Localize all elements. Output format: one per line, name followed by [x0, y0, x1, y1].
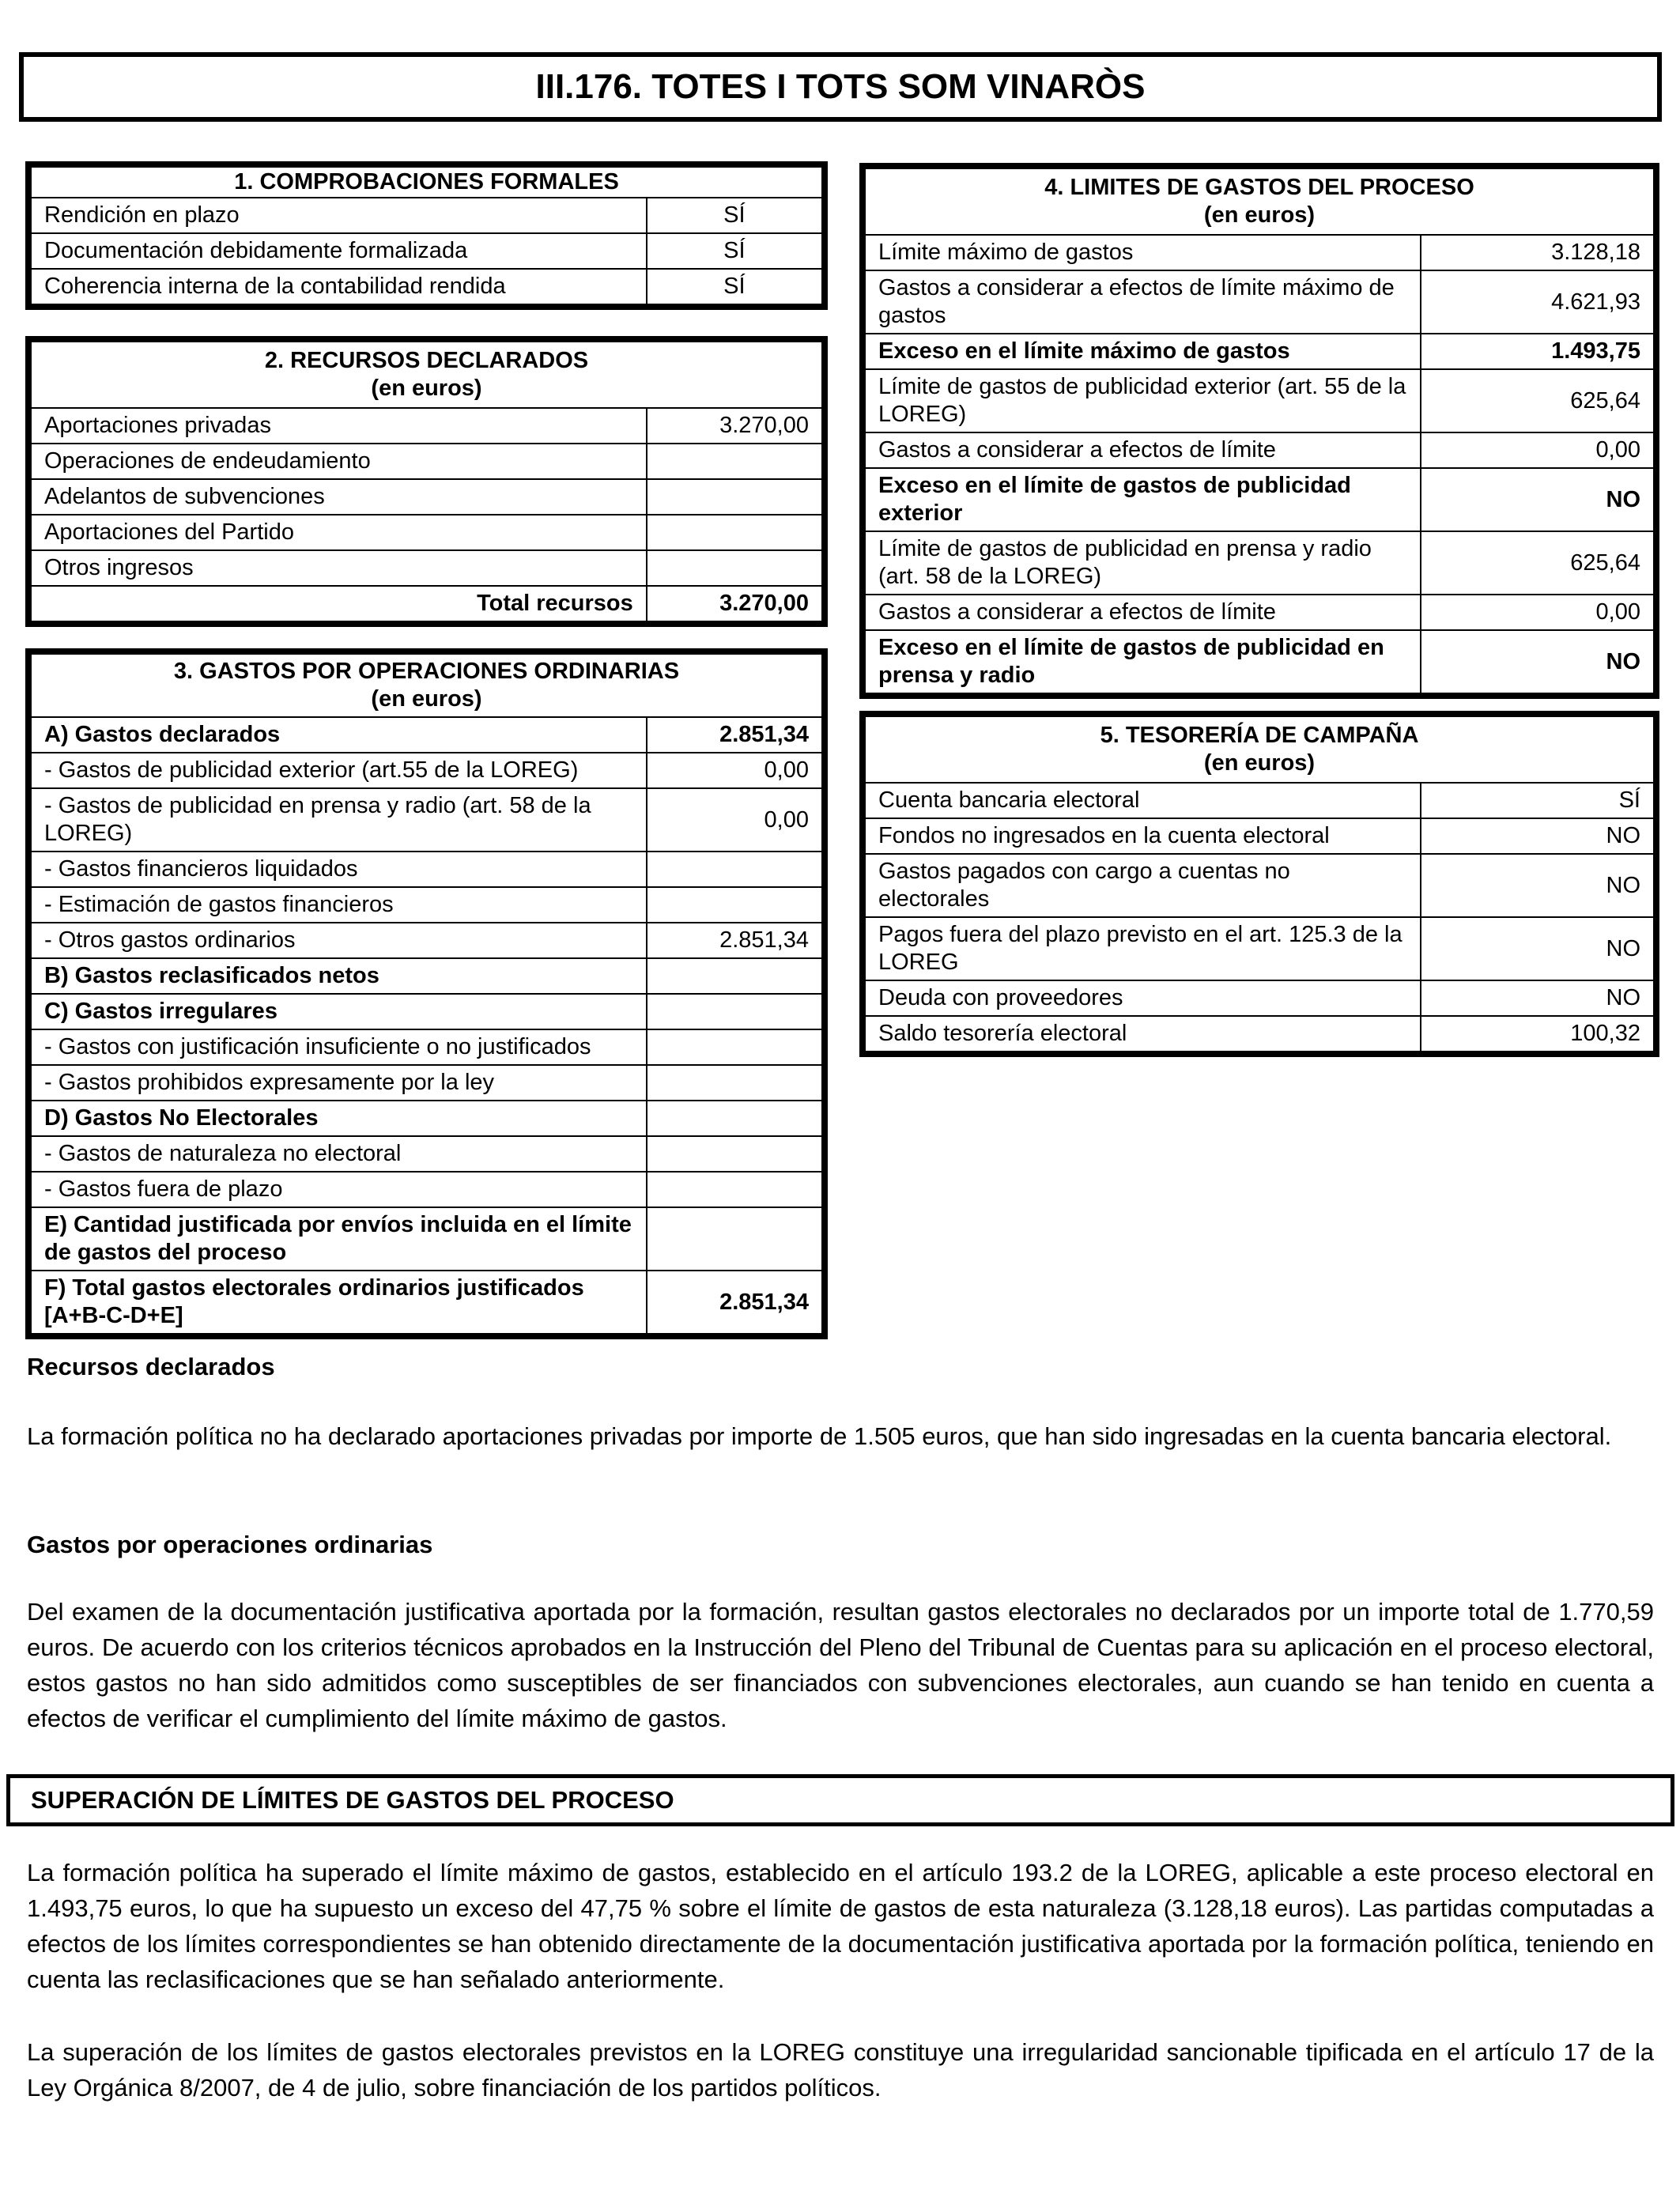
- row-value: 625,64: [1421, 531, 1654, 595]
- row-value: [647, 479, 822, 515]
- table-row: [865, 818, 1654, 854]
- table-header: [31, 654, 822, 717]
- section-title: 2. RECURSOS DECLARADOS: [264, 348, 589, 373]
- table-row: [31, 1172, 822, 1207]
- row-value: 3.128,18: [1421, 235, 1654, 270]
- table-row: [865, 783, 1654, 818]
- row-value: 3.270,00: [647, 408, 822, 444]
- table-row: [31, 233, 822, 269]
- table-row: [865, 980, 1654, 1016]
- table-row: [31, 408, 822, 444]
- table-row: [865, 1016, 1654, 1052]
- row-value: [647, 887, 822, 923]
- total-row: [31, 586, 822, 621]
- table-row: [31, 550, 822, 586]
- row-label: Otros ingresos: [31, 550, 647, 586]
- row-value: [647, 550, 822, 586]
- row-label: Exceso en el límite de gastos de publicidad exterior: [865, 468, 1421, 531]
- table-row: [31, 923, 822, 958]
- row-label: Cuenta bancaria electoral: [865, 783, 1421, 818]
- row-label: Fondos no ingresados en la cuenta electoral: [865, 818, 1421, 854]
- row-value: [647, 1101, 822, 1136]
- row-label: - Gastos de publicidad exterior (art.55 de la LOREG): [31, 753, 647, 788]
- row-label: Aportaciones del Partido: [31, 515, 647, 550]
- row-value: NO: [1421, 980, 1654, 1016]
- row-label: Límite de gastos de publicidad exterior (art. 55 de la LOREG): [865, 369, 1421, 432]
- table-row: [31, 717, 822, 753]
- row-label: Exceso en el límite máximo de gastos: [865, 334, 1421, 369]
- section-title: 5. TESORERÍA DE CAMPAÑA: [1100, 723, 1419, 748]
- row-label: F) Total gastos electorales ordinarios justificados [A+B-C-D+E]: [31, 1271, 647, 1334]
- row-value: [647, 1172, 822, 1207]
- total-label: Total recursos: [31, 586, 647, 621]
- table-row: [31, 1065, 822, 1101]
- table-header: [865, 168, 1654, 235]
- section-title: 4. LIMITES DE GASTOS DEL PROCESO: [1044, 175, 1474, 200]
- row-label: A) Gastos declarados: [31, 717, 647, 753]
- row-label: Adelantos de subvenciones: [31, 479, 647, 515]
- total-value: 3.270,00: [647, 586, 822, 621]
- row-value: 625,64: [1421, 369, 1654, 432]
- campaign-treasury-table: [859, 711, 1659, 1057]
- row-label: Deuda con proveedores: [865, 980, 1421, 1016]
- table-row: [31, 852, 822, 887]
- row-label: Gastos a considerar a efectos de límite máximo de gastos: [865, 270, 1421, 334]
- row-label: C) Gastos irregulares: [31, 994, 647, 1029]
- row-value: NO: [1421, 854, 1654, 917]
- section-subtitle: (en euros): [371, 686, 482, 712]
- section-subtitle: (en euros): [1203, 750, 1316, 776]
- row-label: - Gastos fuera de plazo: [31, 1172, 647, 1207]
- row-label: - Otros gastos ordinarios: [31, 923, 647, 958]
- row-value: SÍ: [647, 269, 822, 304]
- row-label: Aportaciones privadas: [31, 408, 647, 444]
- table-row: [865, 235, 1654, 270]
- table-row: [865, 531, 1654, 595]
- table-row: [31, 515, 822, 550]
- section-subtitle: (en euros): [371, 376, 482, 401]
- paragraph-limits-exceeded: La formación política ha superado el límite máximo de gastos, establecido en el artículo 193.2 de la LOREG, aplicable a este proceso electoral en 1.493,75 euros, lo que ha supuesto un exceso del 47,75 % sobre el límite de gastos de esta naturaleza (3.128,18 euros). Las partidas computadas a efectos de los límites correspondientes se han obtenido directamente de la documentación justificativa aportada por la formación política, teniendo en cuenta las reclasificaciones que se han señalado anteriormente.: [27, 1859, 1654, 1993]
- table-row: [31, 1271, 822, 1334]
- declared-resources-table: [25, 336, 828, 627]
- row-label: - Gastos prohibidos expresamente por la ley: [31, 1065, 647, 1101]
- table-row: [865, 468, 1654, 531]
- row-value: 100,32: [1421, 1016, 1654, 1052]
- heading-ordinary-expenses: Gastos por operaciones ordinarias: [27, 1531, 433, 1558]
- row-value: [647, 1136, 822, 1172]
- process-expense-limits-table: [859, 163, 1659, 699]
- table-row: [865, 270, 1654, 334]
- row-label: Gastos pagados con cargo a cuentas no electorales: [865, 854, 1421, 917]
- row-label: Coherencia interna de la contabilidad rendida: [31, 269, 647, 304]
- table-row: [31, 994, 822, 1029]
- section-heading-limits-exceeded: SUPERACIÓN DE LÍMITES DE GASTOS DEL PROCESO: [6, 1774, 1674, 1826]
- table-row: [865, 630, 1654, 693]
- row-value: [647, 1065, 822, 1101]
- table-row: [31, 444, 822, 479]
- table-row: [865, 917, 1654, 980]
- table-row: [31, 479, 822, 515]
- row-value: [647, 958, 822, 994]
- row-label: - Gastos de naturaleza no electoral: [31, 1136, 647, 1172]
- row-value: 2.851,34: [647, 1271, 822, 1334]
- row-value: [647, 515, 822, 550]
- row-value: [647, 994, 822, 1029]
- table-row: [31, 788, 822, 852]
- row-label: Saldo tesorería electoral: [865, 1016, 1421, 1052]
- row-label: E) Cantidad justificada por envíos incluida en el límite de gastos del proceso: [31, 1207, 647, 1271]
- row-label: B) Gastos reclasificados netos: [31, 958, 647, 994]
- table-row: [865, 432, 1654, 468]
- row-value: 0,00: [647, 788, 822, 852]
- row-value: 0,00: [647, 753, 822, 788]
- row-label: Rendición en plazo: [31, 198, 647, 233]
- row-value: SÍ: [1421, 783, 1654, 818]
- formal-checks-table: [25, 161, 828, 310]
- table-row: [31, 1101, 822, 1136]
- table-row: [31, 1207, 822, 1271]
- table-row: [31, 269, 822, 304]
- heading-declared-resources: Recursos declarados: [27, 1353, 275, 1380]
- row-value: 2.851,34: [647, 923, 822, 958]
- row-value: 0,00: [1421, 432, 1654, 468]
- row-label: Límite de gastos de publicidad en prensa y radio (art. 58 de la LOREG): [865, 531, 1421, 595]
- table-header: [31, 167, 822, 198]
- table-header: [31, 342, 822, 408]
- row-value: NO: [1421, 818, 1654, 854]
- table-row: [31, 198, 822, 233]
- section-title: 1. COMPROBACIONES FORMALES: [31, 167, 822, 198]
- table-row: [865, 854, 1654, 917]
- paragraph-sanction: La superación de los límites de gastos electorales previstos en la LOREG constituye una irregularidad sancionable tipificada en el artículo 17 de la Ley Orgánica 8/2007, de 4 de julio, sobre financiación de los partidos políticos.: [27, 2038, 1654, 2101]
- ordinary-expenses-table: [25, 648, 828, 1339]
- row-label: Límite máximo de gastos: [865, 235, 1421, 270]
- table-row: [31, 1029, 822, 1065]
- table-row: [865, 369, 1654, 432]
- row-value: NO: [1421, 468, 1654, 531]
- row-label: Pagos fuera del plazo previsto en el art. 125.3 de la LOREG: [865, 917, 1421, 980]
- row-value: SÍ: [647, 233, 822, 269]
- row-label: D) Gastos No Electorales: [31, 1101, 647, 1136]
- section-title: 3. GASTOS POR OPERACIONES ORDINARIAS: [173, 659, 680, 684]
- row-label: Gastos a considerar a efectos de límite: [865, 595, 1421, 630]
- row-label: - Estimación de gastos financieros: [31, 887, 647, 923]
- page-title: III.176. TOTES I TOTS SOM VINARÒS: [19, 52, 1662, 122]
- table-row: [31, 1136, 822, 1172]
- paragraph-declared-resources: La formación política no ha declarado aportaciones privadas por importe de 1.505 euros, que han sido ingresadas en la cuenta bancaria electoral.: [27, 1422, 1612, 1450]
- table-row: [31, 887, 822, 923]
- row-label: Gastos a considerar a efectos de límite: [865, 432, 1421, 468]
- table-row: [31, 753, 822, 788]
- row-value: [647, 852, 822, 887]
- row-label: - Gastos financieros liquidados: [31, 852, 647, 887]
- paragraph-ordinary-expenses: Del examen de la documentación justificativa aportada por la formación, resultan gastos electorales no declarados por un importe total de 1.770,59 euros. De acuerdo con los criterios técnicos aprobados en la Instrucción del Pleno del Tribunal de Cuentas para su aplicación en el proceso electoral, estos gastos no han sido admitidos como susceptibles de ser financiados con subvenciones electorales, aun cuando se han tenido en cuenta a efectos de verificar el cumplimiento del límite máximo de gastos.: [27, 1598, 1654, 1732]
- row-value: [647, 444, 822, 479]
- row-label: - Gastos de publicidad en prensa y radio (art. 58 de la LOREG): [31, 788, 647, 852]
- row-label: Operaciones de endeudamiento: [31, 444, 647, 479]
- row-label: Documentación debidamente formalizada: [31, 233, 647, 269]
- row-value: 1.493,75: [1421, 334, 1654, 369]
- row-value: NO: [1421, 630, 1654, 693]
- row-value: 0,00: [1421, 595, 1654, 630]
- row-value: [647, 1207, 822, 1271]
- row-value: 2.851,34: [647, 717, 822, 753]
- row-label: - Gastos con justificación insuficiente o no justificados: [31, 1029, 647, 1065]
- table-row: [865, 595, 1654, 630]
- row-value: [647, 1029, 822, 1065]
- table-row: [865, 334, 1654, 369]
- row-value: SÍ: [647, 198, 822, 233]
- table-row: [31, 958, 822, 994]
- row-value: NO: [1421, 917, 1654, 980]
- section-subtitle: (en euros): [1203, 202, 1316, 228]
- row-label: Exceso en el límite de gastos de publicidad en prensa y radio: [865, 630, 1421, 693]
- table-header: [865, 716, 1654, 783]
- row-value: 4.621,93: [1421, 270, 1654, 334]
